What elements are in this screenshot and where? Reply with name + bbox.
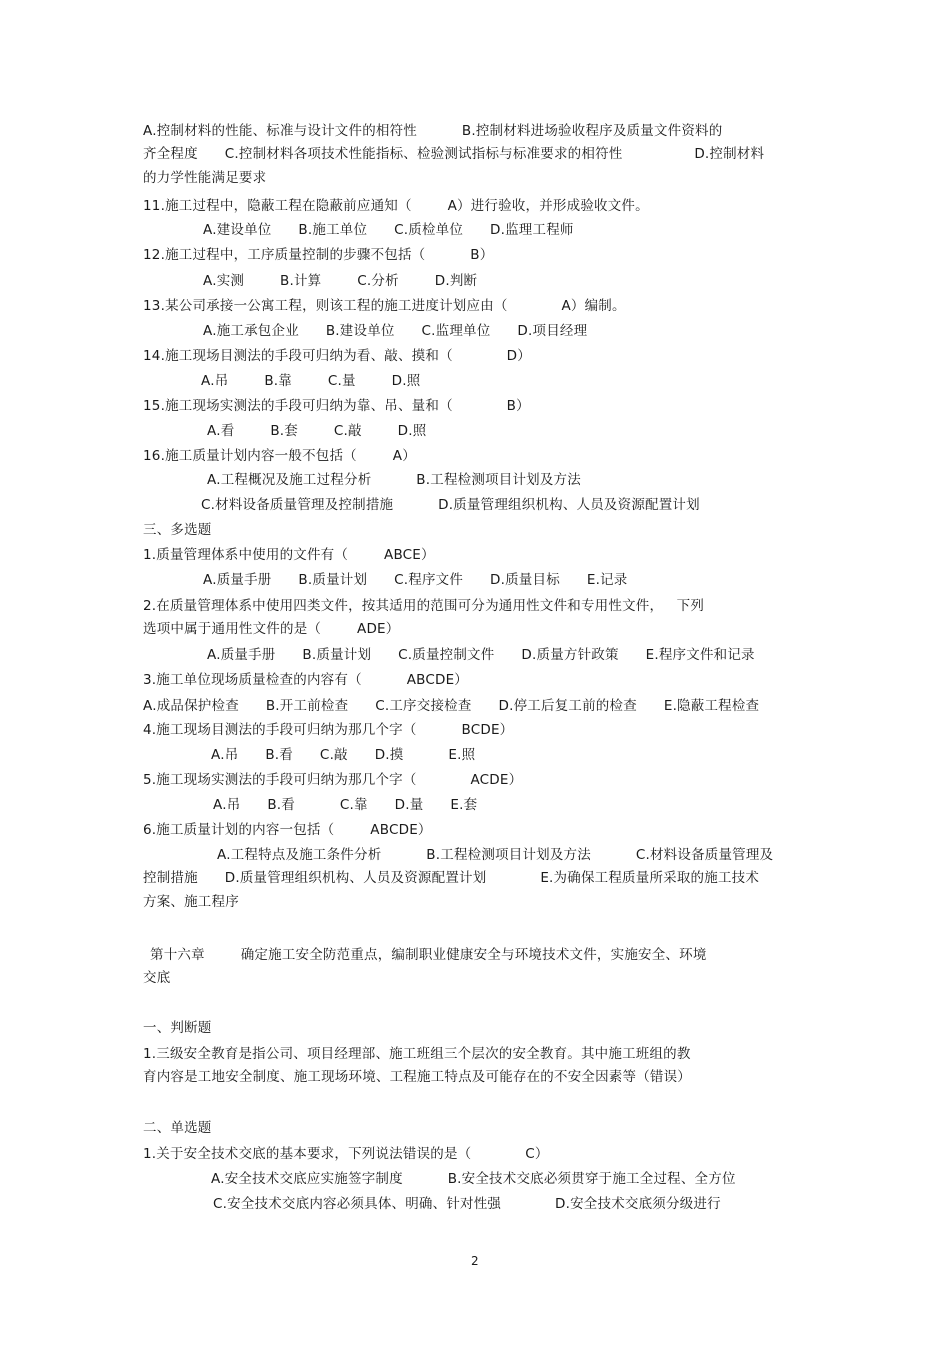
question-sc-1: 1.关于安全技术交底的基本要求，下列说法错误的是（ C）	[143, 1146, 549, 1162]
question-mc-4: 4.施工现场目测法的手段可归纳为那几个字（ BCDE）	[143, 722, 514, 738]
options-line: A.看 B.套 C.敲 D.照	[207, 423, 427, 439]
section-heading: 一、判断题	[143, 1020, 212, 1036]
question-14: 14.施工现场目测法的手段可归纳为看、敲、摸和（ D）	[143, 348, 531, 364]
question-tf-1: 1.三级安全教育是指公司、项目经理部、施工班组三个层次的安全教育。其中施工班组的教	[143, 1046, 691, 1062]
options-line: A.吊 B.看 C.靠 D.量 E.套	[213, 797, 478, 813]
options-line: A.质量手册 B.质量计划 C.程序文件 D.质量目标 E.记录	[203, 572, 628, 588]
text-line: A.控制材料的性能、标准与设计文件的相符性 B.控制材料进场验收程序及质量文件资料的	[143, 123, 723, 139]
options-line: A.安全技术交底应实施签字制度 B.安全技术交底必须贯穿于施工全过程、全方位	[211, 1171, 736, 1187]
text-line: 齐全程度 C.控制材料各项技术性能指标、检验测试指标与标准要求的相符性 D.控制材料	[143, 146, 765, 162]
question-12: 12.施工过程中，工序质量控制的步骤不包括（ B）	[143, 247, 494, 263]
question-mc-2: 2.在质量管理体系中使用四类文件，按其适用的范围可分为通用性文件和专用性文件， 下列	[143, 598, 705, 614]
options-line: A.实测 B.计算 C.分析 D.判断	[203, 273, 478, 289]
options-line: A.施工承包企业 B.建设单位 C.监理单位 D.项目经理	[203, 323, 588, 339]
options-line: A.建设单位 B.施工单位 C.质检单位 D.监理工程师	[203, 222, 574, 238]
options-line: A.成品保护检查 B.开工前检查 C.工序交接检查 D.停工后复工前的检查 E.隐蔽工程检查	[143, 698, 760, 714]
options-line: A.吊 B.看 C.敲 D.摸 E.照	[211, 747, 476, 763]
options-line: A.工程概况及施工过程分析 B.工程检测项目计划及方法	[207, 472, 581, 488]
question-16: 16.施工质量计划内容一般不包括（ A）	[143, 448, 416, 464]
page-number: 2	[471, 1254, 479, 1268]
question-mc-3: 3.施工单位现场质量检查的内容有（ ABCDE）	[143, 672, 469, 688]
options-line: C.安全技术交底内容必须具体、明确、针对性强 D.安全技术交底须分级进行	[213, 1196, 721, 1212]
options-line: C.材料设备质量管理及控制措施 D.质量管理组织机构、人员及资源配置计划	[201, 497, 700, 513]
question-mc-5: 5.施工现场实测法的手段可归纳为那几个字（ ACDE）	[143, 772, 523, 788]
text-line: 育内容是工地安全制度、施工现场环境、工程施工特点及可能存在的不安全因素等（错误）	[143, 1069, 691, 1085]
section-heading: 三、多选题	[143, 522, 212, 538]
options-line: 方案、施工程序	[143, 894, 239, 910]
options-line: A.工程特点及施工条件分析 B.工程检测项目计划及方法 C.材料设备质量管理及	[217, 847, 774, 863]
options-line: 控制措施 D.质量管理组织机构、人员及资源配置计划 E.为确保工程质量所采取的施工技术	[143, 870, 760, 886]
question-13: 13.某公司承接一公寓工程，则该工程的施工进度计划应由（ A）编制。	[143, 298, 626, 314]
text-line: 的力学性能满足要求	[143, 170, 267, 186]
question-mc-6: 6.施工质量计划的内容一包括（ ABCDE）	[143, 822, 432, 838]
question-15: 15.施工现场实测法的手段可归纳为靠、吊、量和（ B）	[143, 398, 530, 414]
chapter-heading-cont: 交底	[143, 970, 171, 986]
options-line: A.吊 B.靠 C.量 D.照	[201, 373, 421, 389]
question-mc-1: 1.质量管理体系中使用的文件有（ ABCE）	[143, 547, 435, 563]
chapter-heading: 第十六章 确定施工安全防范重点，编制职业健康安全与环境技术文件，实施安全、环境	[150, 947, 707, 963]
question-11: 11.施工过程中，隐蔽工程在隐蔽前应通知（ A）进行验收，并形成验收文件。	[143, 198, 649, 214]
section-heading: 二、单选题	[143, 1120, 212, 1136]
text-line: 选项中属于通用性文件的是（ ADE）	[143, 621, 400, 637]
options-line: A.质量手册 B.质量计划 C.质量控制文件 D.质量方针政策 E.程序文件和记录	[207, 647, 755, 663]
